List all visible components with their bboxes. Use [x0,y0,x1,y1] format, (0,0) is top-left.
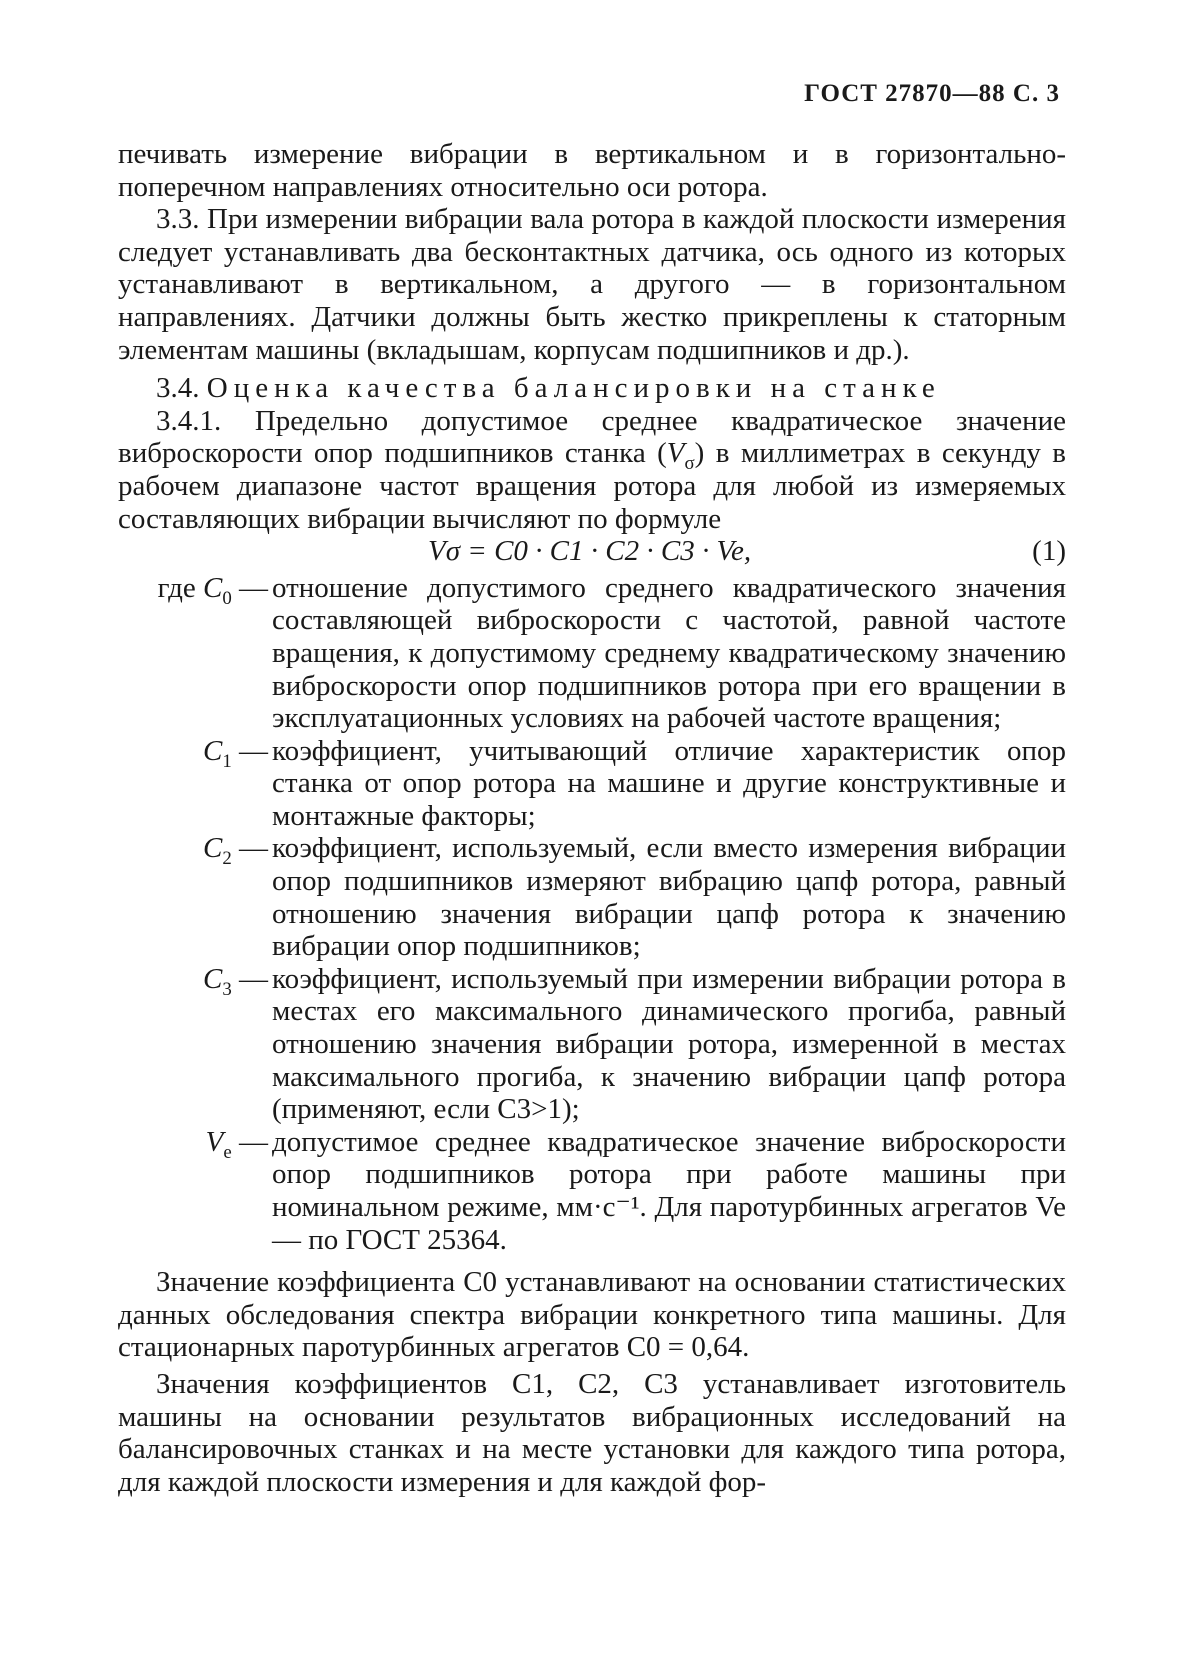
paragraph-c0-value: Значение коэффициента C0 устанавливают на основании статистических данных обследования спектра вибрации конкретного типа машины. Для стационарных паротурбинных агрегатов C0 = 0,64. [118,1266,1066,1364]
definition-ve [118,1126,1066,1256]
paragraph-3-4-1-start: 3.4.1. Предельно допустимое среднее квадратическое значение виброскорости опор подшипников станка ( [118,404,1066,470]
definition-text: коэффициент, учитывающий отличие характеристик опор станка от опор ротора на машине и другие конструктивные и монтажные факторы; [272,734,1066,832]
page-header: ГОСТ 27870—88 С. 3 [804,80,1060,107]
heading-3-4-number: 3.4. [156,372,200,405]
symbol-v-sub: σ [684,453,695,475]
definition-symbol: где $C_0$ — [157,571,268,609]
definition-c3 [118,963,1066,1126]
paragraph-3-4-1-end: ) в миллиметрах в секунду в рабочем диапазоне частот вращения ротора для любой из измеряемых составляющих вибрации вычисляют по формуле [118,437,1066,535]
definition-symbol: $C_2$ — [202,832,268,870]
heading-3-4 [118,372,1066,405]
definition-symbol: $C_3$ — [202,962,268,1000]
symbol-v: V [666,437,685,470]
paragraph-coefficients: Значения коэффициентов C1, C2, C3 устанавливает изготовитель машины на основании результатов вибрационных исследований на балансировочных станках и на месте установки для каждого типа ротора, для каждой плоскости измерения и для каждой фор- [118,1367,1066,1498]
definition-text: отношение допустимого среднего квадратического значения составляющей виброскорости с частотой, равной частоте вращения, к допустимому среднему квадратическому значению виброскорости опор подшипников ротора при его вращении в эксплуатационных условиях на рабочей частоте вращения; [272,571,1066,735]
body-text [118,138,1066,1498]
definition-text: коэффициент, используемый при измерении вибрации ротора в местах его максимального динамического прогиба, равный отношению значения вибрации ротора, измеренной в местах максимального прогиба, к значению вибрации цапф ротора (применяют, если C3>1); [272,962,1066,1126]
heading-3-4-text: Оценка качества балансировки на станке [206,372,941,405]
definition-c1 [118,735,1066,833]
formula-1 [428,535,1066,568]
definitions-list [118,572,1066,1256]
paragraph-3-4-1 [118,405,1066,535]
definition-text: коэффициент, используемый, если вместо измерения вибрации опор подшипников измеряют вибрацию цапф ротора, равный отношению значения вибрации цапф ротора к значению вибрации опор подшипников; [272,832,1066,963]
definition-c2 [118,832,1066,962]
definition-c0 [118,572,1066,735]
definition-text: допустимое среднее квадратическое значение виброскорости опор подшипников ротора при работе машины при номинальном режиме, мм·с⁻¹. Для паротурбинных агрегатов Ve — по ГОСТ 25364. [272,1125,1066,1256]
definition-symbol: $C_1$ — [202,734,268,772]
formula-number: (1) [1032,535,1066,568]
paragraph-continuation: печивать измерение вибрации в вертикальном и в горизонтально-поперечном направлениях относительно оси ротора. [118,138,1066,203]
paragraph-3-3: 3.3. При измерении вибрации вала ротора в каждой плоскости измерения следует устанавливать два бесконтактных датчика, ось одного из которых устанавливают в вертикальном, а другого — в горизонтальном направлениях. Датчики должны быть жестко прикреплены к статорным элементам машины (вкладышам, корпусам подшипников и др.). [118,203,1066,366]
formula-expression: Vσ = C0 · C1 · C2 · C3 · Ve, [428,535,752,568]
definition-symbol: $V_e$ — [205,1125,268,1163]
